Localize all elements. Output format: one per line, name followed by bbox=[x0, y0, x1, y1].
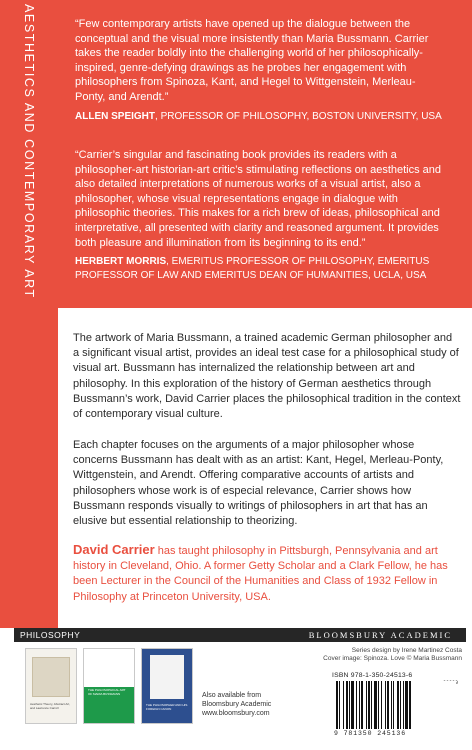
related-book-title: Aesthetic Theory, Abstract Art, and Lawrence Carroll bbox=[30, 702, 71, 710]
barcode-bar bbox=[349, 681, 350, 729]
barcode-digits: 9 781350 245136 bbox=[334, 730, 407, 737]
quote-affiliation: , PROFESSOR OF PHILOSOPHY, BOSTON UNIVERSITY, USA bbox=[155, 110, 442, 122]
description-paragraph: The artwork of Maria Bussmann, a trained academic German philosopher and a significant visual artist, provides an ideal test case for a philosophical study of visual art. Bussmann has internalized the relationship between art and philosophy. In this exploration of the history of German aesthetics through Bussmann’s work, David Carrier places the philosophical tradition in the context of contemporary visual culture. bbox=[73, 332, 461, 421]
barcode-bar bbox=[378, 681, 379, 729]
author-name: David Carrier bbox=[73, 542, 155, 557]
barcode-bar bbox=[387, 681, 389, 729]
back-cover-footer bbox=[0, 628, 472, 750]
barcode-bar bbox=[368, 681, 370, 729]
author-bio-text: has taught philosophy in Pittsburgh, Pennsylvania and art history in Cleveland, Ohio. A former Getty Scholar and a Clark Fellow, he has been Lecturer in the Council of the Humanities and Class of 1932 Fellow in Philosophy at Princeton University, USA. bbox=[73, 545, 448, 603]
barcode-bar bbox=[381, 681, 382, 729]
also-available-line: Bloomsbury Academic bbox=[202, 701, 272, 708]
barcode-bar bbox=[361, 681, 363, 729]
publisher-name: BLOOMSBURY ACADEMIC bbox=[308, 630, 452, 640]
barcode-bar bbox=[351, 681, 354, 729]
quote-text: “Few contemporary artists have opened up the dialogue between the conceptual and the visual more insistently than Maria Bussmann. Carrier takes the reader boldly into the challenging world of her philosophically-inspired, genre-defying drawings as he probes her engagement with philosophers from Spinoza, Kant, and Hegel to Wittgenstein, Merleau-Ponty, and Arendt.” bbox=[75, 18, 429, 103]
price-code: 90000 bbox=[442, 680, 458, 686]
endorsement-quote bbox=[75, 148, 445, 282]
barcode-bar bbox=[393, 681, 394, 729]
cover-artwork bbox=[32, 657, 70, 697]
related-book-cover bbox=[142, 649, 192, 723]
also-available-line: Also available from bbox=[202, 692, 262, 699]
subject-category: PHILOSOPHY bbox=[20, 630, 81, 640]
barcode-bar bbox=[391, 681, 392, 729]
description-paragraph: Each chapter focuses on the arguments of a major philosopher whose concerns Bussmann has dealt with as an artist: Kant, Hegel, Merleau-Ponty, Wittgenstein, and Arendt. Offering comparative accounts of artists and philosophers whose work is of especial relevance, Carrier shows how Bussmann responds visually to writings of philosophers in art that has an elusive but essential relationship to theorizing. bbox=[73, 439, 444, 528]
credit-line: Series design by Irene Martinez Costa bbox=[351, 647, 462, 654]
barcode-bar bbox=[356, 681, 357, 729]
quote-affiliation: , EMERITUS PROFESSOR OF PHILOSOPHY, EMERITUS PROFESSOR OF LAW AND EMERITUS DEAN OF HUMANITIES, UCLA, USA bbox=[75, 256, 430, 281]
cover-credits bbox=[302, 647, 462, 664]
barcode-bar bbox=[366, 681, 367, 729]
barcode-bar bbox=[374, 681, 377, 729]
cover-artwork bbox=[84, 649, 134, 687]
related-book-cover bbox=[84, 649, 134, 723]
barcode-bar bbox=[336, 681, 338, 729]
related-book-title: THE PHILOSOPHER AND HIS FOREIGN CANON bbox=[146, 703, 188, 711]
category-bar bbox=[14, 628, 466, 642]
barcode-bar bbox=[400, 681, 401, 729]
barcode-bar bbox=[371, 681, 372, 729]
also-available-note bbox=[202, 691, 292, 718]
endorsement-quote bbox=[75, 17, 445, 123]
barcode-bar bbox=[343, 681, 344, 729]
quote-author: ALLEN SPEIGHT bbox=[75, 110, 156, 122]
quote-attribution bbox=[75, 110, 445, 124]
quote-author: HERBERT MORRIS bbox=[75, 256, 167, 268]
endorsement-panel bbox=[58, 0, 472, 308]
isbn-label: ISBN 978-1-350-24513-6 bbox=[332, 672, 413, 679]
spine-band bbox=[0, 0, 58, 628]
barcode-bar bbox=[397, 681, 399, 729]
related-book-cover bbox=[26, 649, 76, 723]
barcode-bar bbox=[403, 681, 404, 729]
barcode bbox=[334, 681, 456, 729]
barcode-bar bbox=[359, 681, 360, 729]
quote-text: “Carrier’s singular and fascinating book provides its readers with a philosopher-art historian-art critic’s stimulating reflections on aesthetics and also detailed interpretations of numerous works of a visual artist, also a philosopher, whose visual representations engage in dialogue with philosophic theories. This makes for a rich brew of ideas, philosophical and interpretative, all presented with clarity and reasoned argument. It provides both pleasure and illumination from its beginning to its end.” bbox=[75, 149, 442, 249]
quote-attribution bbox=[75, 255, 445, 282]
barcode-bar bbox=[405, 681, 408, 729]
author-bio bbox=[73, 542, 463, 605]
barcode-bar bbox=[339, 681, 340, 729]
related-book-title: THE PHILOSOPHICAL ART OF MARIA BUSSMANN bbox=[88, 688, 126, 696]
series-title: AESTHETICS AND CONTEMPORARY ART bbox=[22, 4, 36, 299]
barcode-bar bbox=[385, 681, 386, 729]
publisher-website: www.bloomsbury.com bbox=[202, 710, 270, 717]
barcode-bar bbox=[346, 681, 348, 729]
barcode-bar bbox=[409, 681, 411, 729]
cover-artwork bbox=[150, 655, 184, 699]
credit-line: Cover image: Spinoza. Love © Maria Bussmann bbox=[323, 655, 462, 663]
